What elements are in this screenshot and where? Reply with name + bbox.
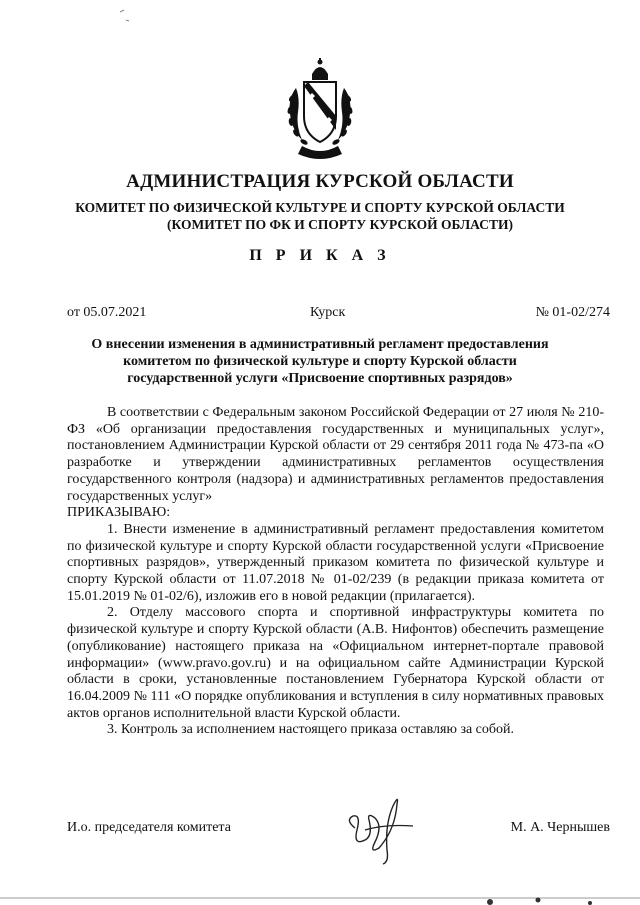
document-body (67, 405, 604, 739)
order-item-1: 1. Внести изменение в административный регламент предоставления комитетом по физической культуре и спорту Курской области государственной услуги «Присвоение спортивных разрядов», утвержденный приказом комитета по физической культуре и спорту Курской области от 11.07.2018 № 01-02/239 (в редакции приказа комитета от 15.01.2019 № 01-02/6), изложив его в новой редакции (прилагается). (67, 521, 604, 604)
committee-name-line: КОМИТЕТ ПО ФИЗИЧЕСКОЙ КУЛЬТУРЕ И СПОРТУ КУРСКОЙ ОБЛАСТИ (75, 200, 565, 215)
document-city: Курск (310, 305, 346, 320)
order-word: ПРИКАЗЫВАЮ: (67, 505, 171, 521)
signatory-name: М. А. Чернышев (510, 820, 610, 835)
signatory-role: И.о. председателя комитета (67, 820, 231, 835)
order-item-2: 2. Отделу массового спорта и спортивной инфраструктуры комитета по физической культуре и спорту Курской области (А.В. Нифонтов) обеспечить размещение (опубликование) настоящего приказа на «Официальном интернет-портале правовой информации» (www.pravo.gov.ru) и на официальном сайте Администрации Курской области в сроки, установленные постановлением Губернатора Курской области от 16.04.2009 № 111 «О порядке опубликования и вступления в силу нормативных правовых актов органов исполнительной власти Курской области. (67, 605, 604, 721)
document-date: от 05.07.2021 (67, 305, 147, 320)
subject-line: государственной услуги «Присвоение спортивных разрядов» (127, 371, 513, 386)
order-item-3: 3. Контроль за исполнением настоящего приказа оставляю за собой. (107, 722, 515, 738)
committee-name (0, 199, 640, 233)
subject-line: О внесении изменения в административный регламент предоставления (91, 337, 549, 352)
preamble-paragraph: В соответствии с Федеральным законом Российской Федерации от 27 июля № 210-ФЗ «Об организации предоставления государственных и муниципальных услуг», постановлением Администрации Курской области от 29 сентября 2011 года № 473-па «О разработке и утверждении административных регламентов осуществления государственного контроля (надзора) и административных регламентов предоставления государственных услуг» (67, 405, 604, 504)
organization-title: АДМИНИСТРАЦИЯ КУРСКОЙ ОБЛАСТИ (126, 171, 514, 192)
document-subject (40, 336, 600, 387)
coat-of-arms-icon (282, 58, 358, 164)
handwritten-signature-icon (335, 790, 425, 865)
document-number: № 01-02/274 (535, 305, 610, 320)
subject-line: комитетом по физической культуре и спорту Курской области (123, 354, 517, 369)
document-type-title: П Р И К А З (249, 247, 391, 264)
committee-short-name: (КОМИТЕТ ПО ФК И СПОРТУ КУРСКОЙ ОБЛАСТИ) (167, 217, 513, 232)
